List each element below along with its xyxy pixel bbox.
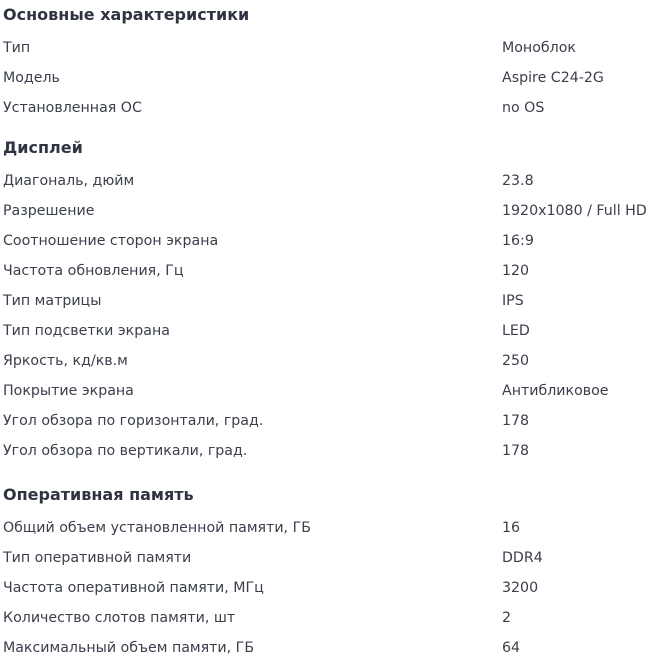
spec-label: Соотношение сторон экрана bbox=[3, 233, 219, 249]
spec-row-ram-max bbox=[3, 633, 663, 663]
spec-label: Угол обзора по вертикали, град. bbox=[3, 443, 248, 459]
spec-value: 120 bbox=[502, 263, 530, 279]
section-title: Оперативная память bbox=[3, 485, 194, 504]
spec-row-ram-slots bbox=[3, 603, 663, 633]
spec-row-aspect-ratio bbox=[3, 226, 663, 256]
spec-row-ram-type bbox=[3, 543, 663, 573]
spec-value: 2 bbox=[502, 610, 512, 626]
spec-list bbox=[3, 0, 663, 663]
spec-label: Покрытие экрана bbox=[3, 383, 134, 399]
spec-label: Модель bbox=[3, 70, 60, 86]
section-title: Дисплей bbox=[3, 138, 83, 157]
spec-label: Тип bbox=[3, 40, 31, 56]
spec-value: DDR4 bbox=[502, 550, 543, 566]
spec-value: IPS bbox=[502, 293, 524, 309]
spec-value: 250 bbox=[502, 353, 530, 369]
spec-label: Максимальный объем памяти, ГБ bbox=[3, 640, 255, 656]
spec-row-brightness bbox=[3, 346, 663, 376]
spec-value: no OS bbox=[502, 100, 545, 116]
section-display bbox=[3, 133, 663, 466]
spec-value: 178 bbox=[502, 443, 530, 459]
spec-label: Общий объем установленной памяти, ГБ bbox=[3, 520, 311, 536]
spec-row-coating bbox=[3, 376, 663, 406]
spec-label: Диагональ, дюйм bbox=[3, 173, 135, 189]
spec-label: Яркость, кд/кв.м bbox=[3, 353, 128, 369]
spec-row-type bbox=[3, 33, 663, 63]
section-title: Основные характеристики bbox=[3, 5, 250, 24]
spec-row-diagonal bbox=[3, 166, 663, 196]
spec-value: 1920x1080 / Full HD bbox=[502, 203, 647, 219]
spec-value: Антибликовое bbox=[502, 383, 609, 399]
spec-row-ram-frequency bbox=[3, 573, 663, 603]
spec-row-matrix-type bbox=[3, 286, 663, 316]
spec-row-backlight bbox=[3, 316, 663, 346]
section-ram bbox=[3, 480, 663, 663]
spec-label: Тип оперативной памяти bbox=[3, 550, 192, 566]
spec-row-model bbox=[3, 63, 663, 93]
spec-value: 178 bbox=[502, 413, 530, 429]
spec-value: 16:9 bbox=[502, 233, 534, 249]
spec-value: 16 bbox=[502, 520, 521, 536]
spec-label: Разрешение bbox=[3, 203, 95, 219]
section-main-characteristics bbox=[3, 0, 663, 123]
spec-label: Установленная ОС bbox=[3, 100, 142, 116]
spec-row-viewing-angle-vertical bbox=[3, 436, 663, 466]
spec-value: 64 bbox=[502, 640, 521, 656]
spec-row-refresh-rate bbox=[3, 256, 663, 286]
spec-row-resolution bbox=[3, 196, 663, 226]
spec-value: Моноблок bbox=[502, 40, 576, 56]
spec-row-os bbox=[3, 93, 663, 123]
spec-label: Количество слотов памяти, шт bbox=[3, 610, 236, 626]
spec-value: 23.8 bbox=[502, 173, 534, 189]
spec-label: Частота оперативной памяти, МГц bbox=[3, 580, 264, 596]
spec-value: 3200 bbox=[502, 580, 539, 596]
spec-label: Тип матрицы bbox=[3, 293, 102, 309]
spec-label: Угол обзора по горизонтали, град. bbox=[3, 413, 264, 429]
spec-row-ram-total bbox=[3, 513, 663, 543]
spec-value: LED bbox=[502, 323, 530, 339]
spec-label: Тип подсветки экрана bbox=[3, 323, 170, 339]
spec-value: Aspire C24-2G bbox=[502, 70, 604, 86]
spec-row-viewing-angle-horizontal bbox=[3, 406, 663, 436]
spec-label: Частота обновления, Гц bbox=[3, 263, 184, 279]
